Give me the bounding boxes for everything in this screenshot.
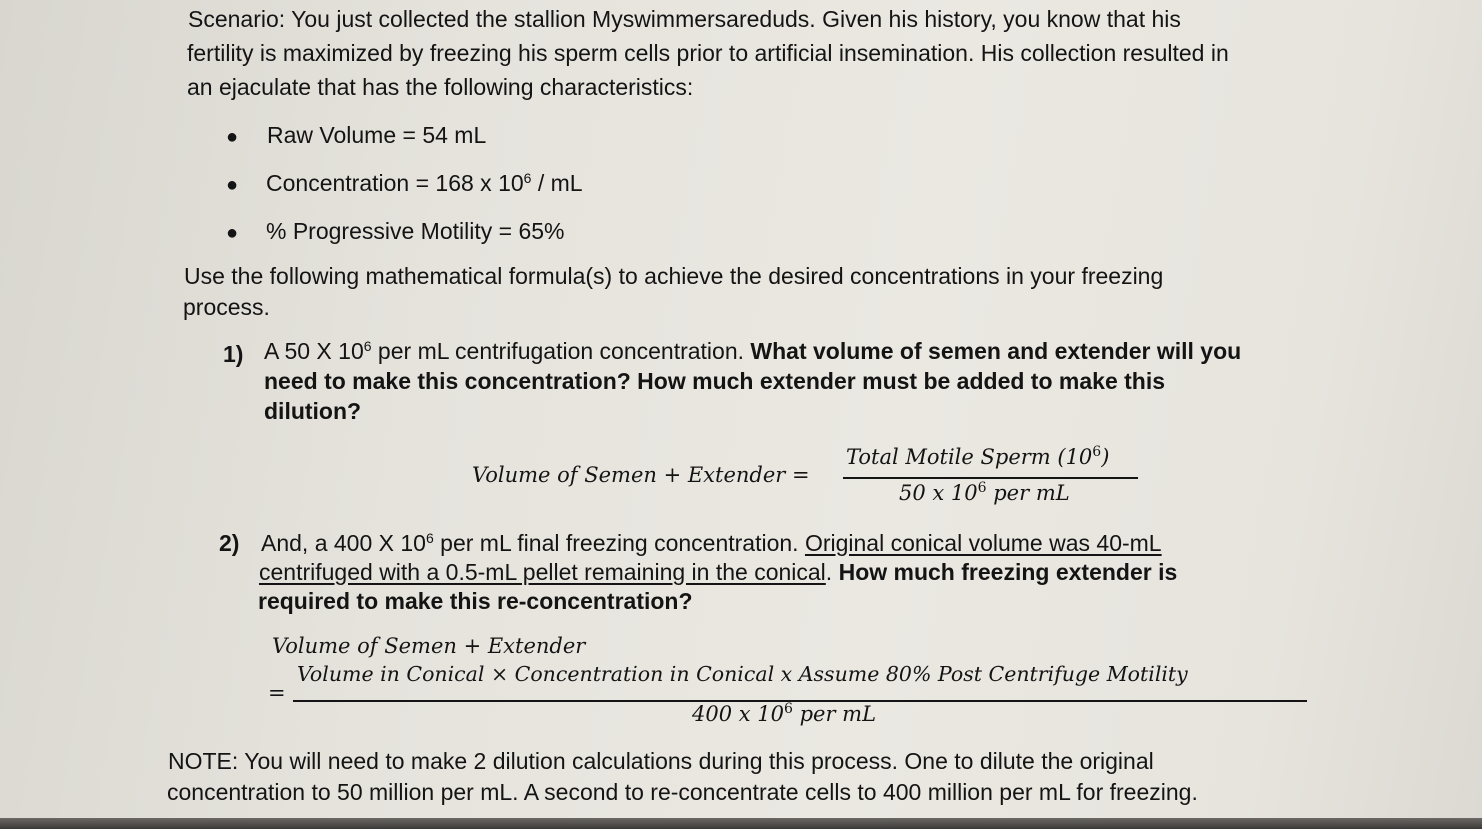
q2-line-3: required to make this re-concentration? bbox=[258, 588, 693, 614]
characteristic-raw-volume: Raw Volume = 54 mL bbox=[267, 122, 487, 148]
table-surface bbox=[0, 818, 1482, 829]
q1-line-2: need to make this concentration? How much extender must be added to make this bbox=[264, 368, 1166, 394]
characteristic-concentration: Concentration = 168 x $10^6$ / mL bbox=[266, 170, 583, 196]
instructions-line-1: Use the following mathematical formula(s) to achieve the desired concentrations in your freezing bbox=[184, 263, 1164, 289]
note-line-1: NOTE: You will need to make 2 dilution calculations during this process. One to dilute the original bbox=[168, 748, 1154, 774]
q2-line-1: And, a 400 X $10^6$ per mL final freezing concentration. Original conical volume was 40-mL bbox=[261, 530, 1162, 556]
q1-line-3: dilution? bbox=[264, 398, 362, 424]
instructions-line-2: process. bbox=[183, 294, 270, 320]
formula1-numerator: Total Motile Sperm $(10^6)$ bbox=[846, 444, 1110, 469]
q2-number: 2) bbox=[219, 530, 240, 556]
q1-line-1: A 50 X $10^6$ per mL centrifugation concentration. What volume of semen and extender will you bbox=[264, 338, 1242, 364]
formula2-equals: = bbox=[268, 681, 286, 705]
characteristic-motility: % Progressive Motility = 65% bbox=[266, 218, 565, 244]
formula1-denominator: 50 x $10^6$ per mL bbox=[899, 480, 1070, 505]
formula1-lhs: Volume of Semen + Extender = bbox=[472, 463, 810, 487]
bullet-icon: ● bbox=[226, 126, 239, 148]
formula2-lhs: Volume of Semen + Extender bbox=[272, 634, 586, 658]
formula2-numerator: Volume in Conical × Concentration in Conical x Assume 80% Post Centrifuge Motility bbox=[297, 662, 1188, 686]
scenario-line-1: Scenario: You just collected the stallion Myswimmersareduds. Given his history, you know that his bbox=[188, 6, 1181, 32]
scenario-line-3: an ejaculate that has the following characteristics: bbox=[187, 74, 694, 100]
q2-line-2: centrifuged with a 0.5-mL pellet remaining in the conical. How much freezing extender is bbox=[259, 559, 1178, 585]
formula2-denominator: 400 x $10^6$ per mL bbox=[692, 701, 877, 726]
bullet-icon: ● bbox=[226, 174, 239, 196]
scenario-line-2: fertility is maximized by freezing his sperm cells prior to artificial insemination. His collection resulted in bbox=[187, 40, 1229, 66]
formula1-fraction-bar bbox=[843, 477, 1138, 479]
bullet-icon: ● bbox=[226, 222, 239, 244]
note-line-2: concentration to 50 million per mL. A second to re-concentrate cells to 400 million per mL for freezing. bbox=[167, 779, 1198, 805]
q1-number: 1) bbox=[223, 341, 244, 367]
